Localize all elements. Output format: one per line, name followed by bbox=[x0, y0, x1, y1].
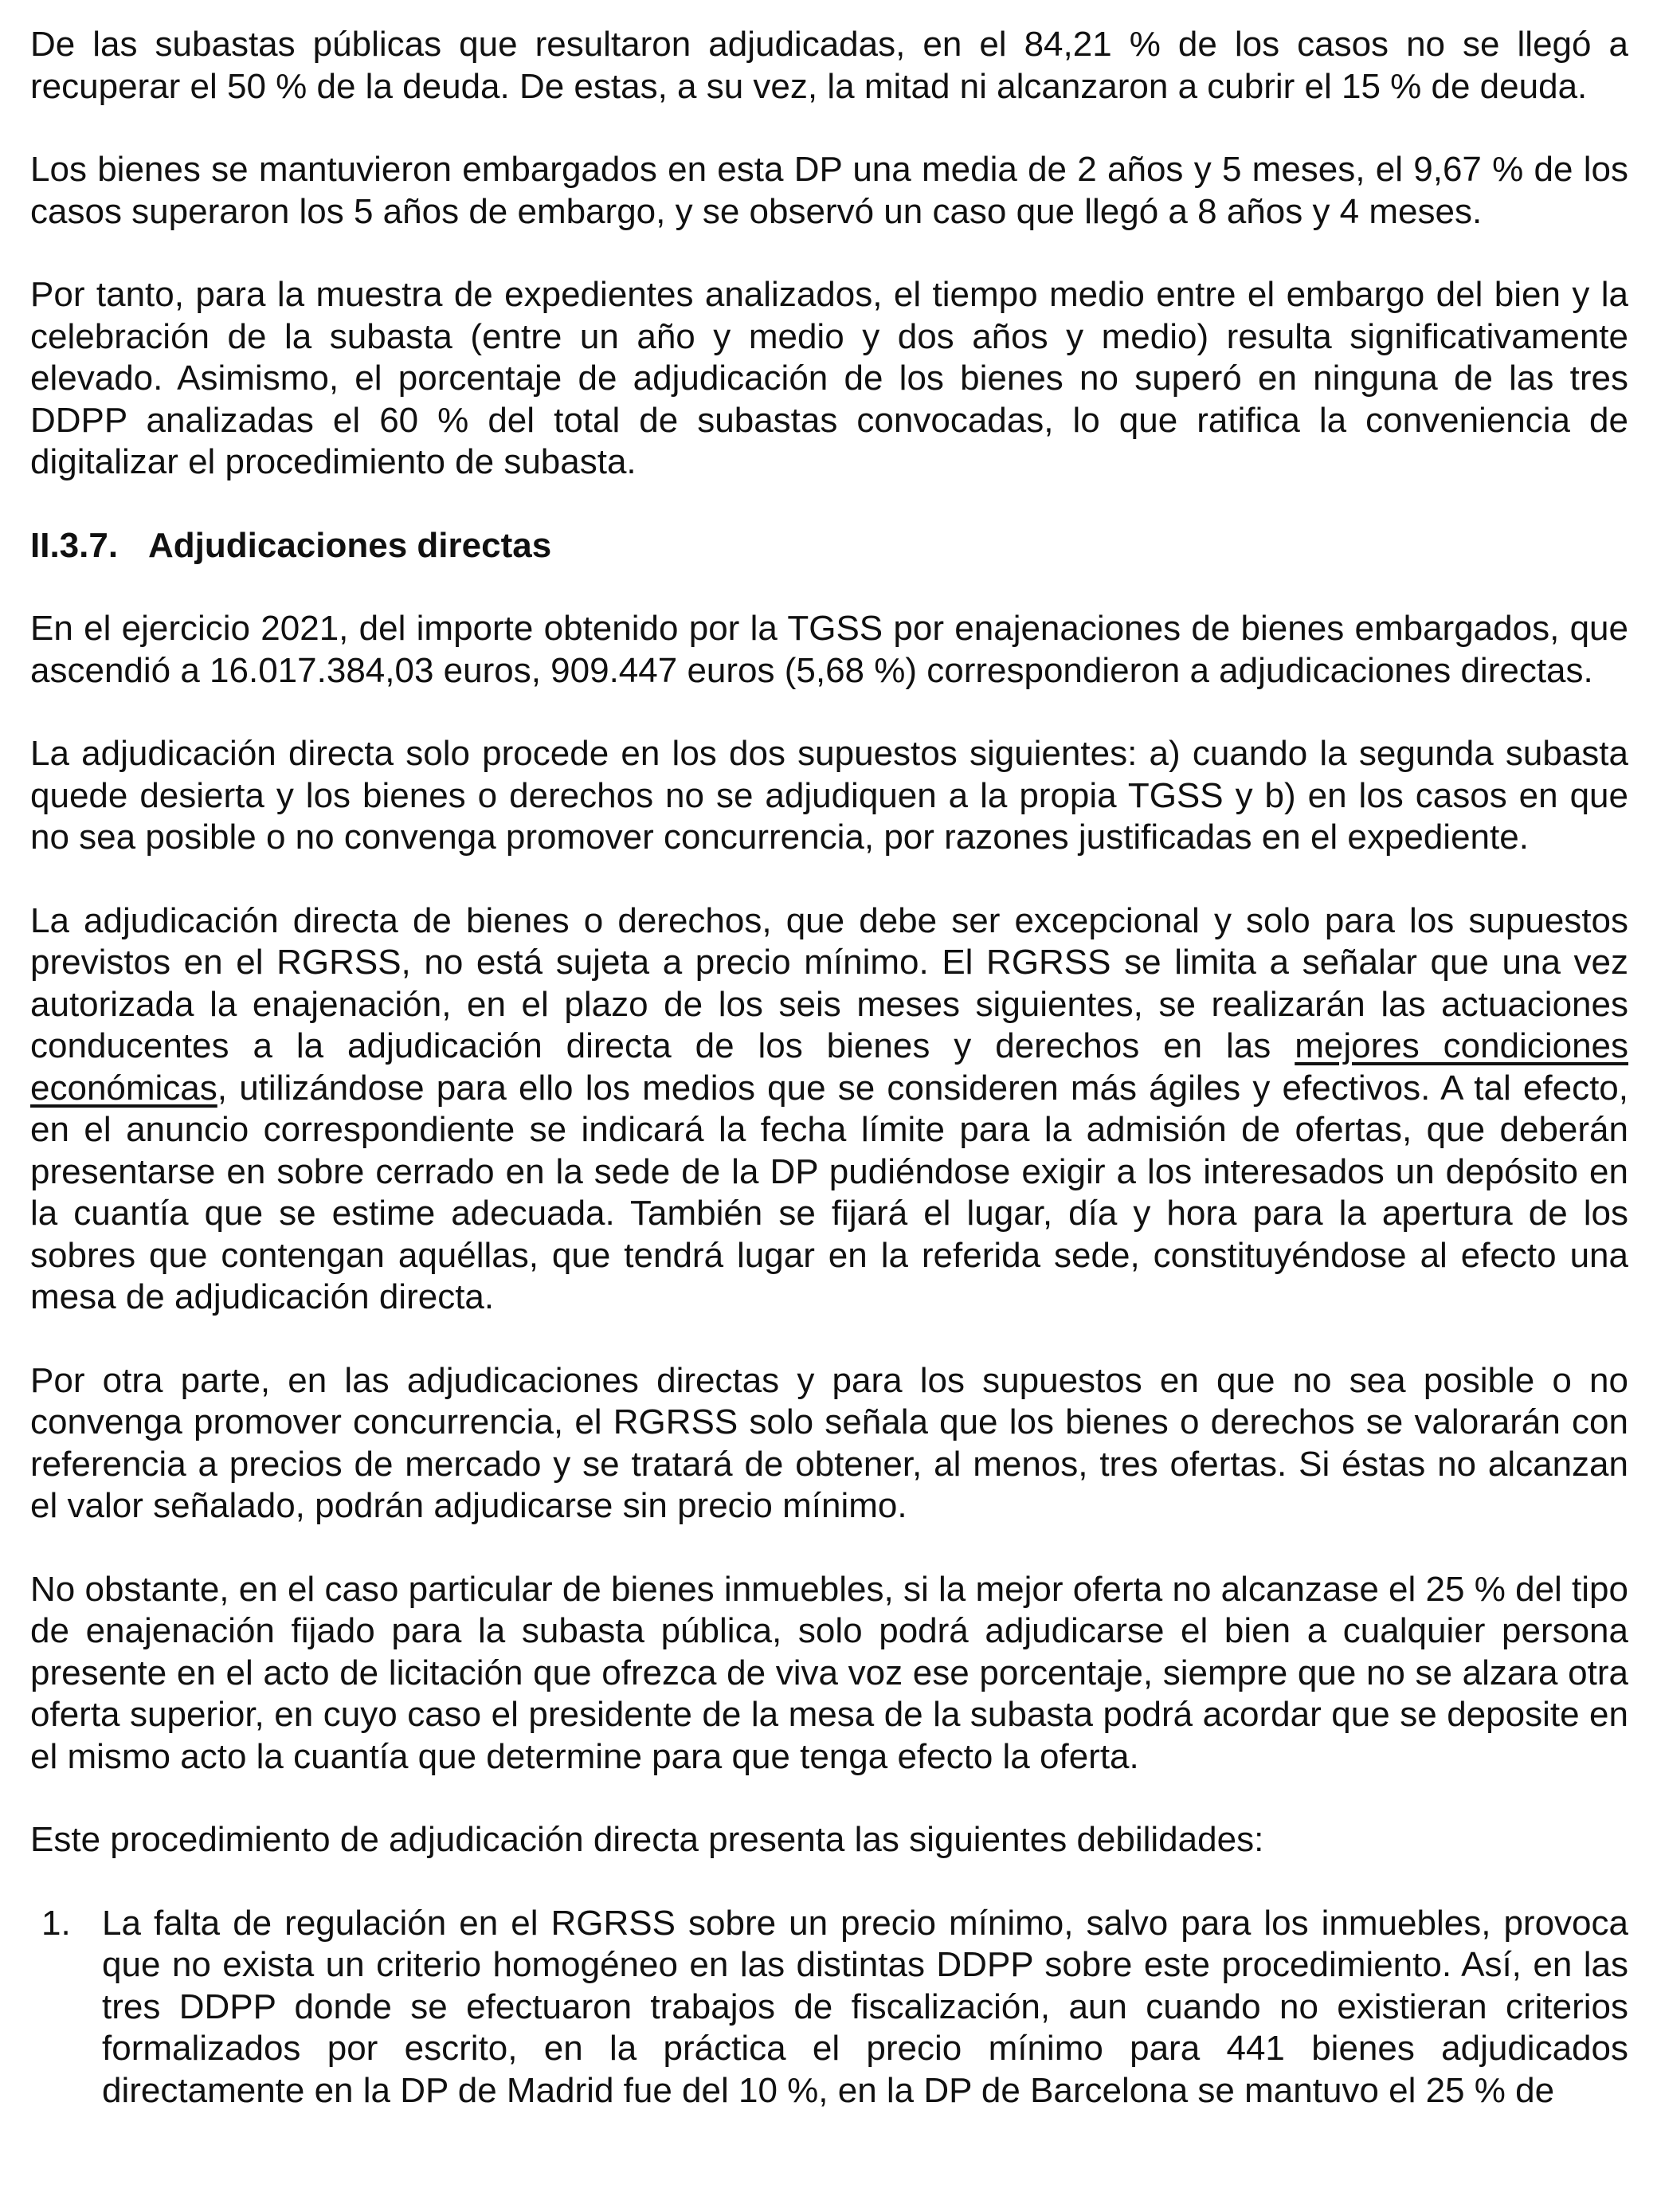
paragraph-debilidades-intro: Este procedimiento de adjudicación directa presenta las siguientes debilidades: bbox=[30, 1820, 1264, 1859]
paragraph-bienes-embargados: Los bienes se mantuvieron embargados en esta DP una media de 2 años y 5 meses, el 9,67 % de los casos superaron los 5 años de embargo, y se observó un caso que llegó a 8 años y 4 meses. bbox=[30, 150, 1628, 231]
list-item bbox=[30, 1903, 1628, 2112]
document-page bbox=[30, 24, 1628, 2112]
paragraph-supuestos: La adjudicación directa solo procede en los dos supuestos siguientes: a) cuando la segunda subasta quede desierta y los bienes o derechos no se adjudiquen a la propia TGSS y b) en los casos en que no sea posible o no convenga promover concurrencia, por razones justificadas en el expediente. bbox=[30, 734, 1628, 857]
weaknesses-list bbox=[30, 1903, 1628, 2112]
paragraph-subastas-adjudicadas: De las subastas públicas que resultaron adjudicadas, en el 84,21 % de los casos no se llegó a recuperar el 50 % de la deuda. De estas, a su vez, la mitad ni alcanzaron a cubrir el 15 % de deuda. bbox=[30, 25, 1628, 106]
list-item-number: 1. bbox=[41, 1903, 71, 1943]
paragraph-precio-minimo bbox=[30, 900, 1628, 1319]
paragraph-precio-minimo-after: , utilizándose para ello los medios que se consideren más ágiles y efectivos. A tal efecto, en el anuncio correspondiente se indicará la fecha límite para la admisión de ofertas, que deberán presentarse en sobre cerrado en la sede de la DP pudiéndose exigir a los interesados un depósito en la cuantía que se estime adecuada. También se fijará el lugar, día y hora para la apertura de los sobres que contengan aquéllas, que tendrá lugar en la referida sede, constituyéndose al efecto una mesa de adjudicación directa. bbox=[30, 1068, 1628, 1316]
paragraph-inmuebles: No obstante, en el caso particular de bienes inmuebles, si la mejor oferta no alcanzase el 25 % del tipo de enajenación fijado para la subasta pública, solo podrá adjudicarse el bien a cualquier persona presente en el acto de licitación que ofrezca de viva voz ese porcentaje, siempre que no se alzara otra oferta superior, en cuyo caso el presidente de la mesa de la subasta podrá acordar que se deposite en el mismo acto la cuantía que determine para que tenga efecto la oferta. bbox=[30, 1569, 1628, 1776]
section-title: Adjudicaciones directas bbox=[148, 525, 552, 565]
underlined-phrase: mejores condiciones económicas bbox=[30, 1026, 1629, 1108]
list-item-text: La falta de regulación en el RGRSS sobre un precio mínimo, salvo para los inmuebles, provoca que no exista un criterio homogéneo en las distintas DDPP sobre este procedimiento. Así, en las tres DDPP donde se efectuaron trabajos de fiscalización, aun cuando no existieran criterios formalizados por escrito, en la práctica el precio mínimo para 441 bienes adjudicados directamente en la DP de Madrid fue del 10 %, en la DP de Barcelona se mantuvo el 25 % de bbox=[102, 1903, 1628, 2110]
paragraph-conclusion-subastas: Por tanto, para la muestra de expedientes analizados, el tiempo medio entre el embargo del bien y la celebración de la subasta (entre un año y medio y dos años y medio) resulta significativamente elevado. Asimismo, el porcentaje de adjudicación de los bienes no superó en ninguna de las tres DDPP analizadas el 60 % del total de subastas convocadas, lo que ratifica la conveniencia de digitalizar el procedimiento de subasta. bbox=[30, 275, 1628, 481]
paragraph-otra-parte: Por otra parte, en las adjudicaciones directas y para los supuestos en que no sea posible o no convenga promover concurrencia, el RGRSS solo señala que los bienes o derechos se valorarán con referencia a precios de mercado y se tratará de obtener, al menos, tres ofertas. Si éstas no alcanzan el valor señalado, podrán adjudicarse sin precio mínimo. bbox=[30, 1360, 1628, 1525]
section-number: II.3.7. bbox=[30, 525, 119, 565]
paragraph-importe-2021: En el ejercicio 2021, del importe obtenido por la TGSS por enajenaciones de bienes embargados, que ascendió a 16.017.384,03 euros, 909.447 euros (5,68 %) correspondieron a adjudicaciones directas. bbox=[30, 609, 1628, 690]
paragraph-precio-minimo-before: La adjudicación directa de bienes o derechos, que debe ser excepcional y solo para los supuestos previstos en el RGRSS, no está sujeta a precio mínimo. El RGRSS se limita a señalar que una vez autorizada la enajenación, en el plazo de los seis meses siguientes, se realizarán las actuaciones conducentes a la adjudicación directa de los bienes y derechos en las bbox=[30, 900, 1628, 1065]
section-heading bbox=[30, 525, 1628, 567]
